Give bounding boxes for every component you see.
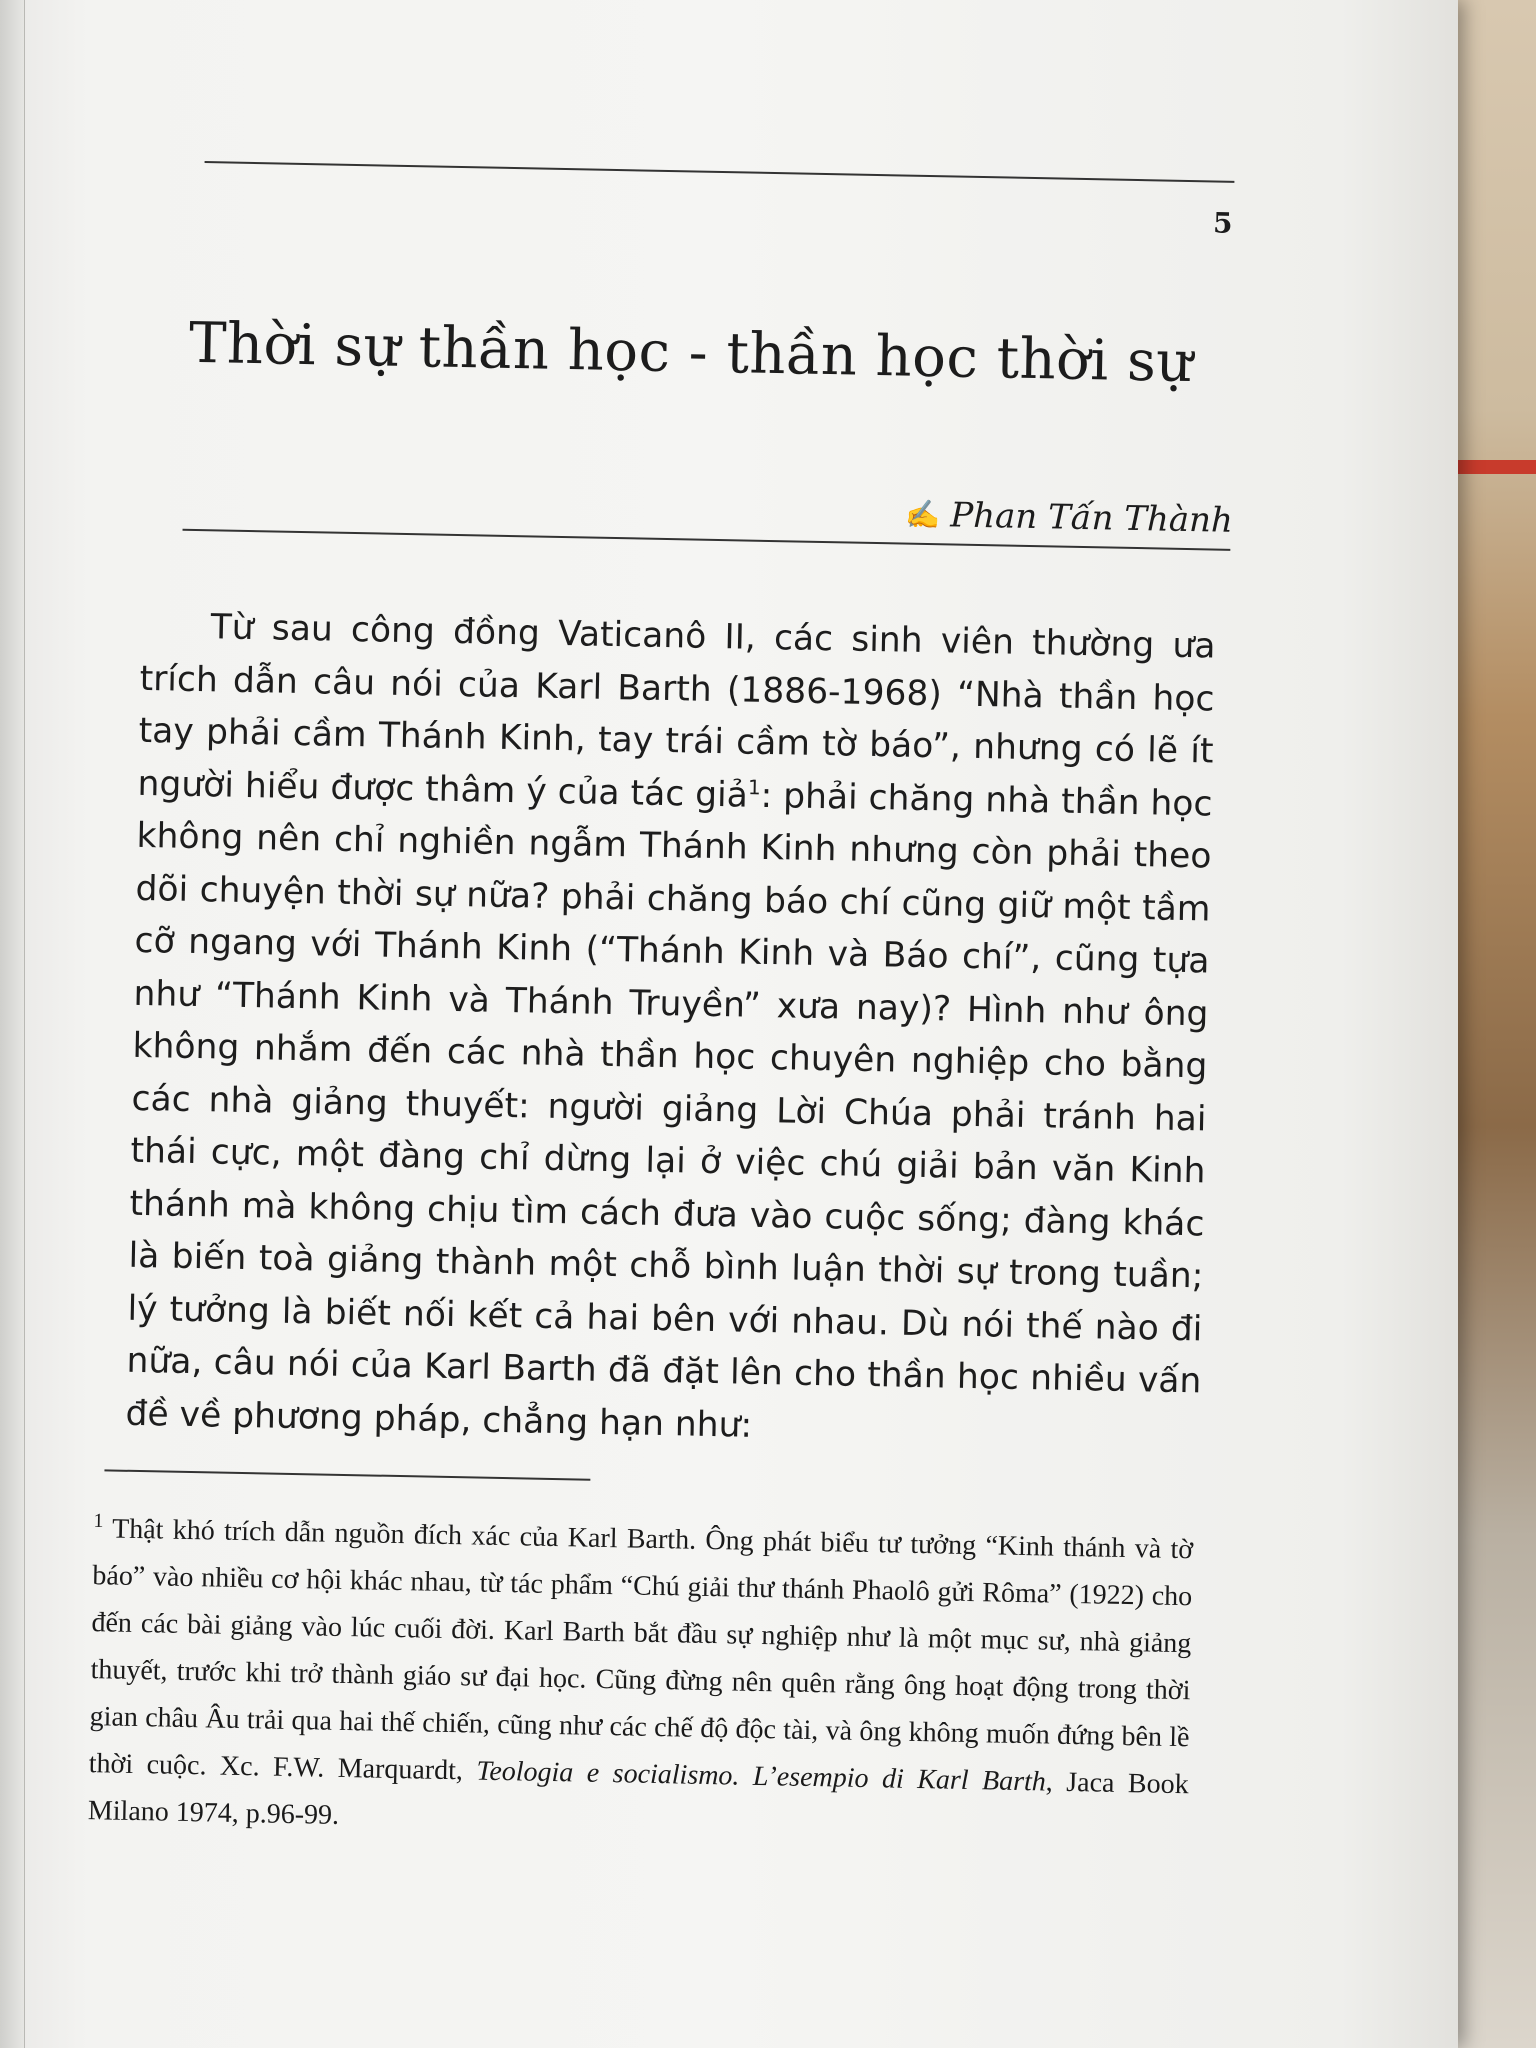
footnote-reference[interactable]: 1 [747,774,761,799]
footnote [87,1505,1193,1855]
body-text-before-note: Từ sau công đồng Vaticanô II, các sinh viên thường ưa trích dẫn câu nói của Karl Barth (1886-1968) “Nhà thần học tay phải cầm Thánh Kinh, tay trái cầm tờ báo”, nhưng có lẽ ít người hiểu được thâm ý của tác giả [137,607,1216,816]
header-rule [205,161,1235,183]
footnote-publisher: , Jaca Book Milano 1974, p.96-99. [87,1766,1189,1831]
page-content [87,140,1240,1831]
footnote-marker: 1 [93,1509,104,1533]
author-line [905,495,1233,541]
footnote-book-title: Teologia e socialismo. L’esempio di Karl Barth [476,1755,1047,1798]
article-title: Thời sự thần học - thần học thời sự [188,310,1194,396]
body-text-after-note: : phải chăng nhà thần học không nên chỉ nghiền ngẫm Thánh Kinh nhưng còn phải theo dõi chuyện thời sự nữa? phải chăng báo chí cũng giữ một tầm cỡ ngang với Thánh Kinh (“Thánh Kinh và Báo chí”, cũng tựa như “Thánh Kinh và Thánh Truyền” xưa nay)? Hình như ông không nhắm đến các nhà thần học chuyên nghiệp cho bằng các nhà giảng thuyết: người giảng Lời Chúa phải tránh hai thái cực, một đàng chỉ dừng lại ở việc chú giải bản văn Kinh thánh mà không chịu tìm cách đưa vào cuộc sống; đàng khác là biến toà giảng thành một chỗ bình luận thời sự trong tuần; lý tưởng là biết nối kết cả hai bên với nhau. Dù nói thế nào đi nữa, câu nói của Karl Barth đã đặt lên cho thần học nhiều vấn đề về phương pháp, chẳng hạn như: [125,775,1213,1446]
footnote-text: Thật khó trích dẫn nguồn đích xác của Karl Barth. Ông phát biểu tư tưởng “Kinh thánh và tờ báo” vào nhiều cơ hội khác nhau, từ tác phẩm “Chú giải thư thánh Phaolô gửi Rôma” (1922) cho đến các bài giảng vào lúc cuối đời. Karl Barth bắt đầu sự nghiệp như là một mục sư, nhà giảng thuyết, trước khi trở thành giáo sư đại học. Cũng đừng nên quên rằng ông hoạt động trong thời gian châu Âu trải qua hai thế chiến, cũng như các chế độ độc tài, và ông không muốn đứng bên lề thời cuộc. Xc. F.W. Marquardt, [88,1513,1194,1787]
page-number: 5 [1212,206,1233,240]
body-paragraph [125,600,1216,1460]
article-body [125,600,1216,1460]
pen-icon: ✍ [905,497,941,532]
author-name: Phan Tấn Thành [949,495,1234,541]
footnote-rule [104,1469,590,1480]
page-gutter [0,0,25,2048]
